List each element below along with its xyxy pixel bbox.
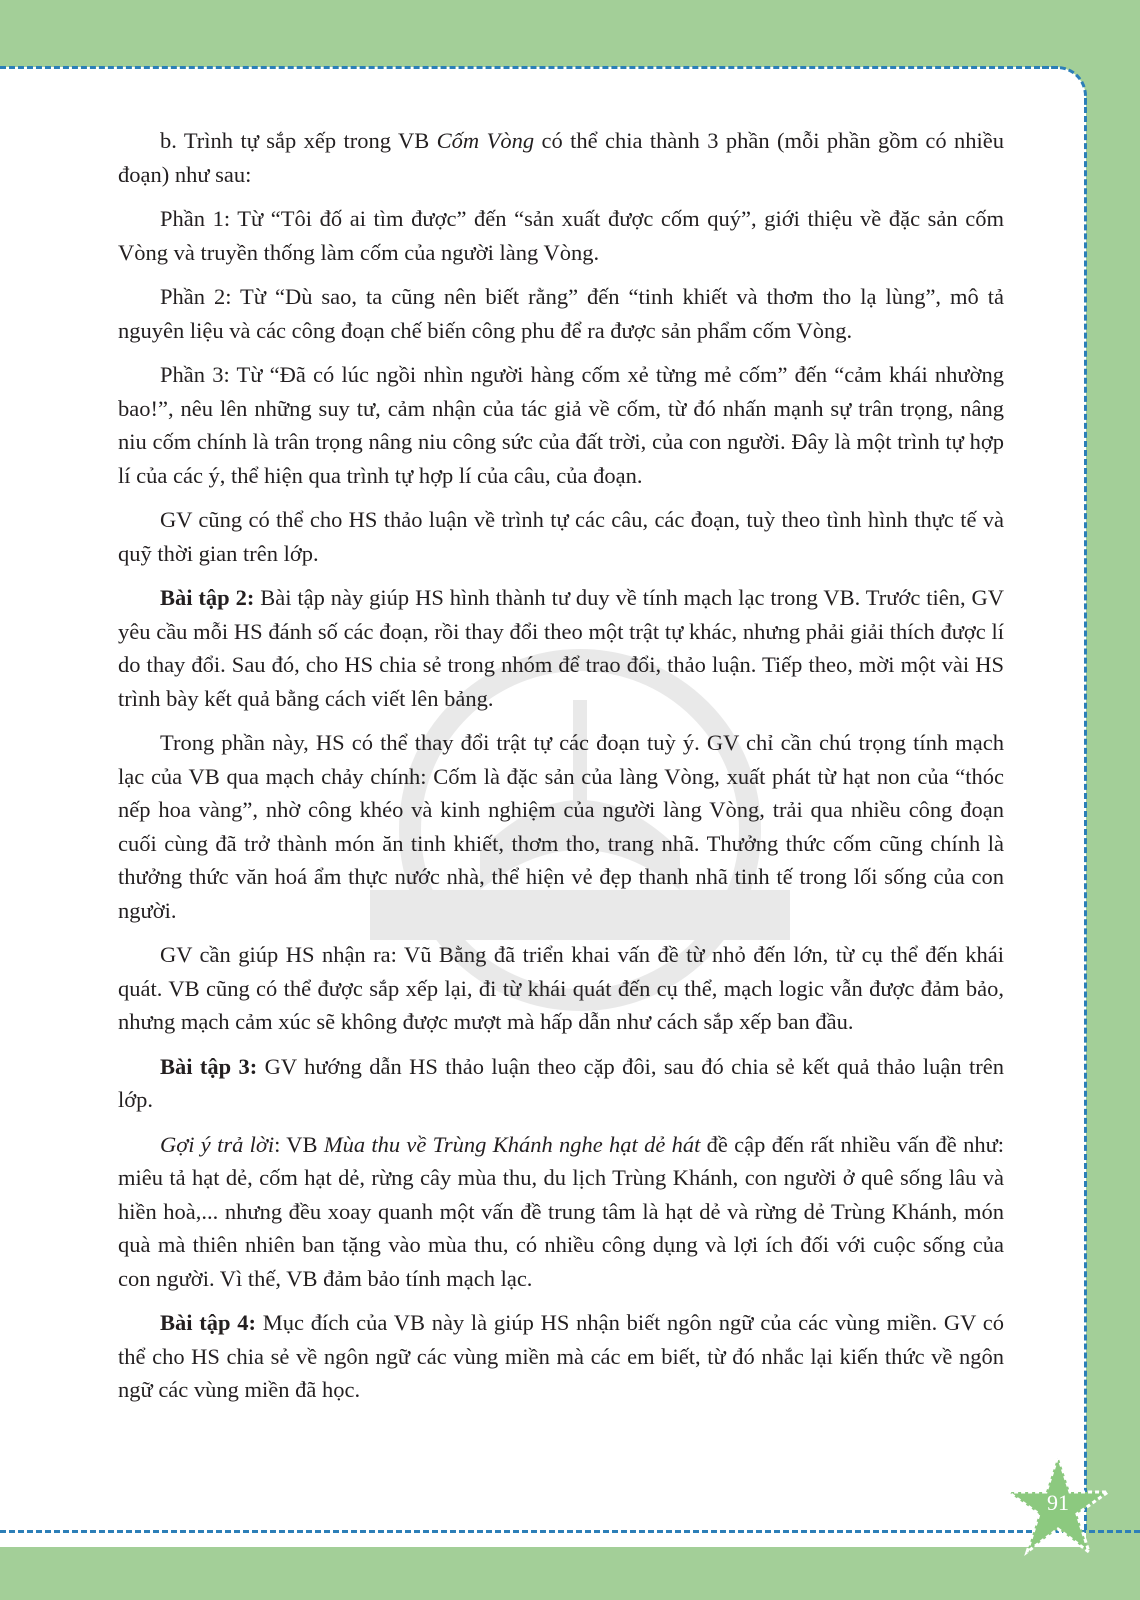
paragraph-part-1 [118,202,1004,269]
paragraph-text: GV cũng có thể cho HS thảo luận về trình tự các câu, các đoạn, tuỳ theo tình hình thực tế và quỹ thời gian trên lớp. [118,507,1004,566]
exercise-heading: Bài tập 2: [160,585,255,610]
paragraph-discussion [118,503,1004,570]
italic-title: Mùa thu về Trùng Khánh nghe hạt dẻ hát [323,1131,701,1157]
dashed-border-bottom [0,1530,1140,1533]
paragraph-text: có thể chia thành 3 phần (mỗi phần gồm có nhiều đoạn) như sau: [118,128,1004,187]
italic-title: Cốm Vòng [436,128,535,153]
paragraph-order-note [118,726,1004,927]
paragraph-exercise-3 [118,1050,1004,1117]
paragraph-part-2 [118,280,1004,347]
document-body [118,124,1004,1418]
paragraph-intro [118,124,1004,191]
paragraph-text: Bài tập này giúp HS hình thành tư duy về tính mạch lạc trong VB. Trước tiên, GV yêu cầu mỗi HS đánh số các đoạn, rồi thay đổi theo một trật tự khác, nhưng phải giải thích được lí do thay đổi. Sau đó, cho HS chia sẻ trong nhóm để trao đổi, thảo luận. Tiếp theo, mời một vài HS trình bày kết quả bằng cách viết lên bảng. [118,585,1004,711]
paragraph-exercise-2 [118,581,1004,715]
paragraph-text: Mục đích của VB này là giúp HS nhận biết ngôn ngữ của các vùng miền. GV có thể cho HS chia sẻ về ngôn ngữ các vùng miền mà các em biết, từ đó nhắc lại kiến thức về ngôn ngữ các vùng miền đã học. [118,1310,1004,1402]
paragraph-text: Trong phần này, HS có thể thay đổi trật tự các đoạn tuỳ ý. GV chỉ cần chú trọng tính mạch lạc của VB qua mạch chảy chính: Cốm là đặc sản của làng Vòng, xuất phát từ hạt non của “thóc nếp hoa vàng”, nhờ công khéo và kinh nghiệm của người làng Vòng, trải qua nhiều công đoạn cuối cùng đã trở thành món ăn tinh khiết, thơm tho, trang nhã. Thưởng thức cốm cũng chính là thưởng thức văn hoá ẩm thực nước nhà, thể hiện vẻ đẹp thanh nhã tinh tế trong lối sống của con người. [118,730,1004,923]
paragraph-text: : VB [274,1131,324,1157]
dashed-border-top [0,66,1058,69]
italic-lead: Gợi ý trả lời [160,1131,275,1157]
paragraph-answer-hint [118,1128,1004,1296]
exercise-heading: Bài tập 3: [160,1053,258,1079]
paragraph-text: b. Trình tự sắp xếp trong VB [160,128,437,153]
paragraph-text: GV cần giúp HS nhận ra: Vũ Bằng đã triển khai vấn đề từ nhỏ đến lớn, từ cụ thể đến khái quát. VB cũng có thể được sắp xếp lại, đi từ khái quát đến cụ thể, mạch logic vẫn được đảm bảo, nhưng mạch cảm xúc sẽ không được mượt mà hấp dẫn như cách sắp xếp ban đầu. [118,942,1004,1034]
paragraph-vu-bang [118,938,1004,1039]
exercise-heading: Bài tập 4: [160,1310,256,1335]
dashed-border-right [1084,98,1087,1530]
paragraph-text: Phần 2: Từ “Dù sao, ta cũng nên biết rằng” đến “tinh khiết và thơm tho lạ lùng”, mô tả nguyên liệu và các công đoạn chế biến công phu để ra được sản phẩm cốm Vòng. [118,284,1004,343]
paragraph-part-3 [118,358,1004,492]
paragraph-text: Phần 3: Từ “Đã có lúc ngồi nhìn người hàng cốm xẻ từng mẻ cốm” đến “cảm khái nhường bao!”, nêu lên những suy tư, cảm nhận của tác giả về cốm, từ đó nhấn mạnh sự trân trọng, nâng niu cốm chính là trân trọng nâng niu công sức của đất trời, của con người. Đây là một trình tự hợp lí của các ý, thể hiện qua trình tự hợp lí của câu, của đoạn. [118,362,1004,488]
paragraph-text: đề cập đến rất nhiều vấn đề như: miêu tả hạt dẻ, cốm hạt dẻ, rừng cây mùa thu, du lịch Trùng Khánh, con người ở quê sống lâu và hiền hoà,... nhưng đều xoay quanh một vấn đề trung tâm là hạt dẻ và rừng dẻ Trùng Khánh, món quà mà thiên nhiên ban tặng vào mùa thu, có nhiều công dụng và lợi ích đối với cuộc sống của con người. Vì thế, VB đảm bảo tính mạch lạc. [118,1131,1005,1291]
paragraph-exercise-4 [118,1306,1004,1407]
paragraph-text: GV hướng dẫn HS thảo luận theo cặp đôi, sau đó chia sẻ kết quả thảo luận trên lớp. [118,1053,1004,1112]
paragraph-text: Phần 1: Từ “Tôi đố ai tìm được” đến “sản xuất được cốm quý”, giới thiệu về đặc sản cốm Vòng và truyền thống làm cốm của người làng Vòng. [118,206,1004,265]
dashed-border-corner [1042,66,1087,111]
page-number: 91 [1047,1490,1069,1515]
